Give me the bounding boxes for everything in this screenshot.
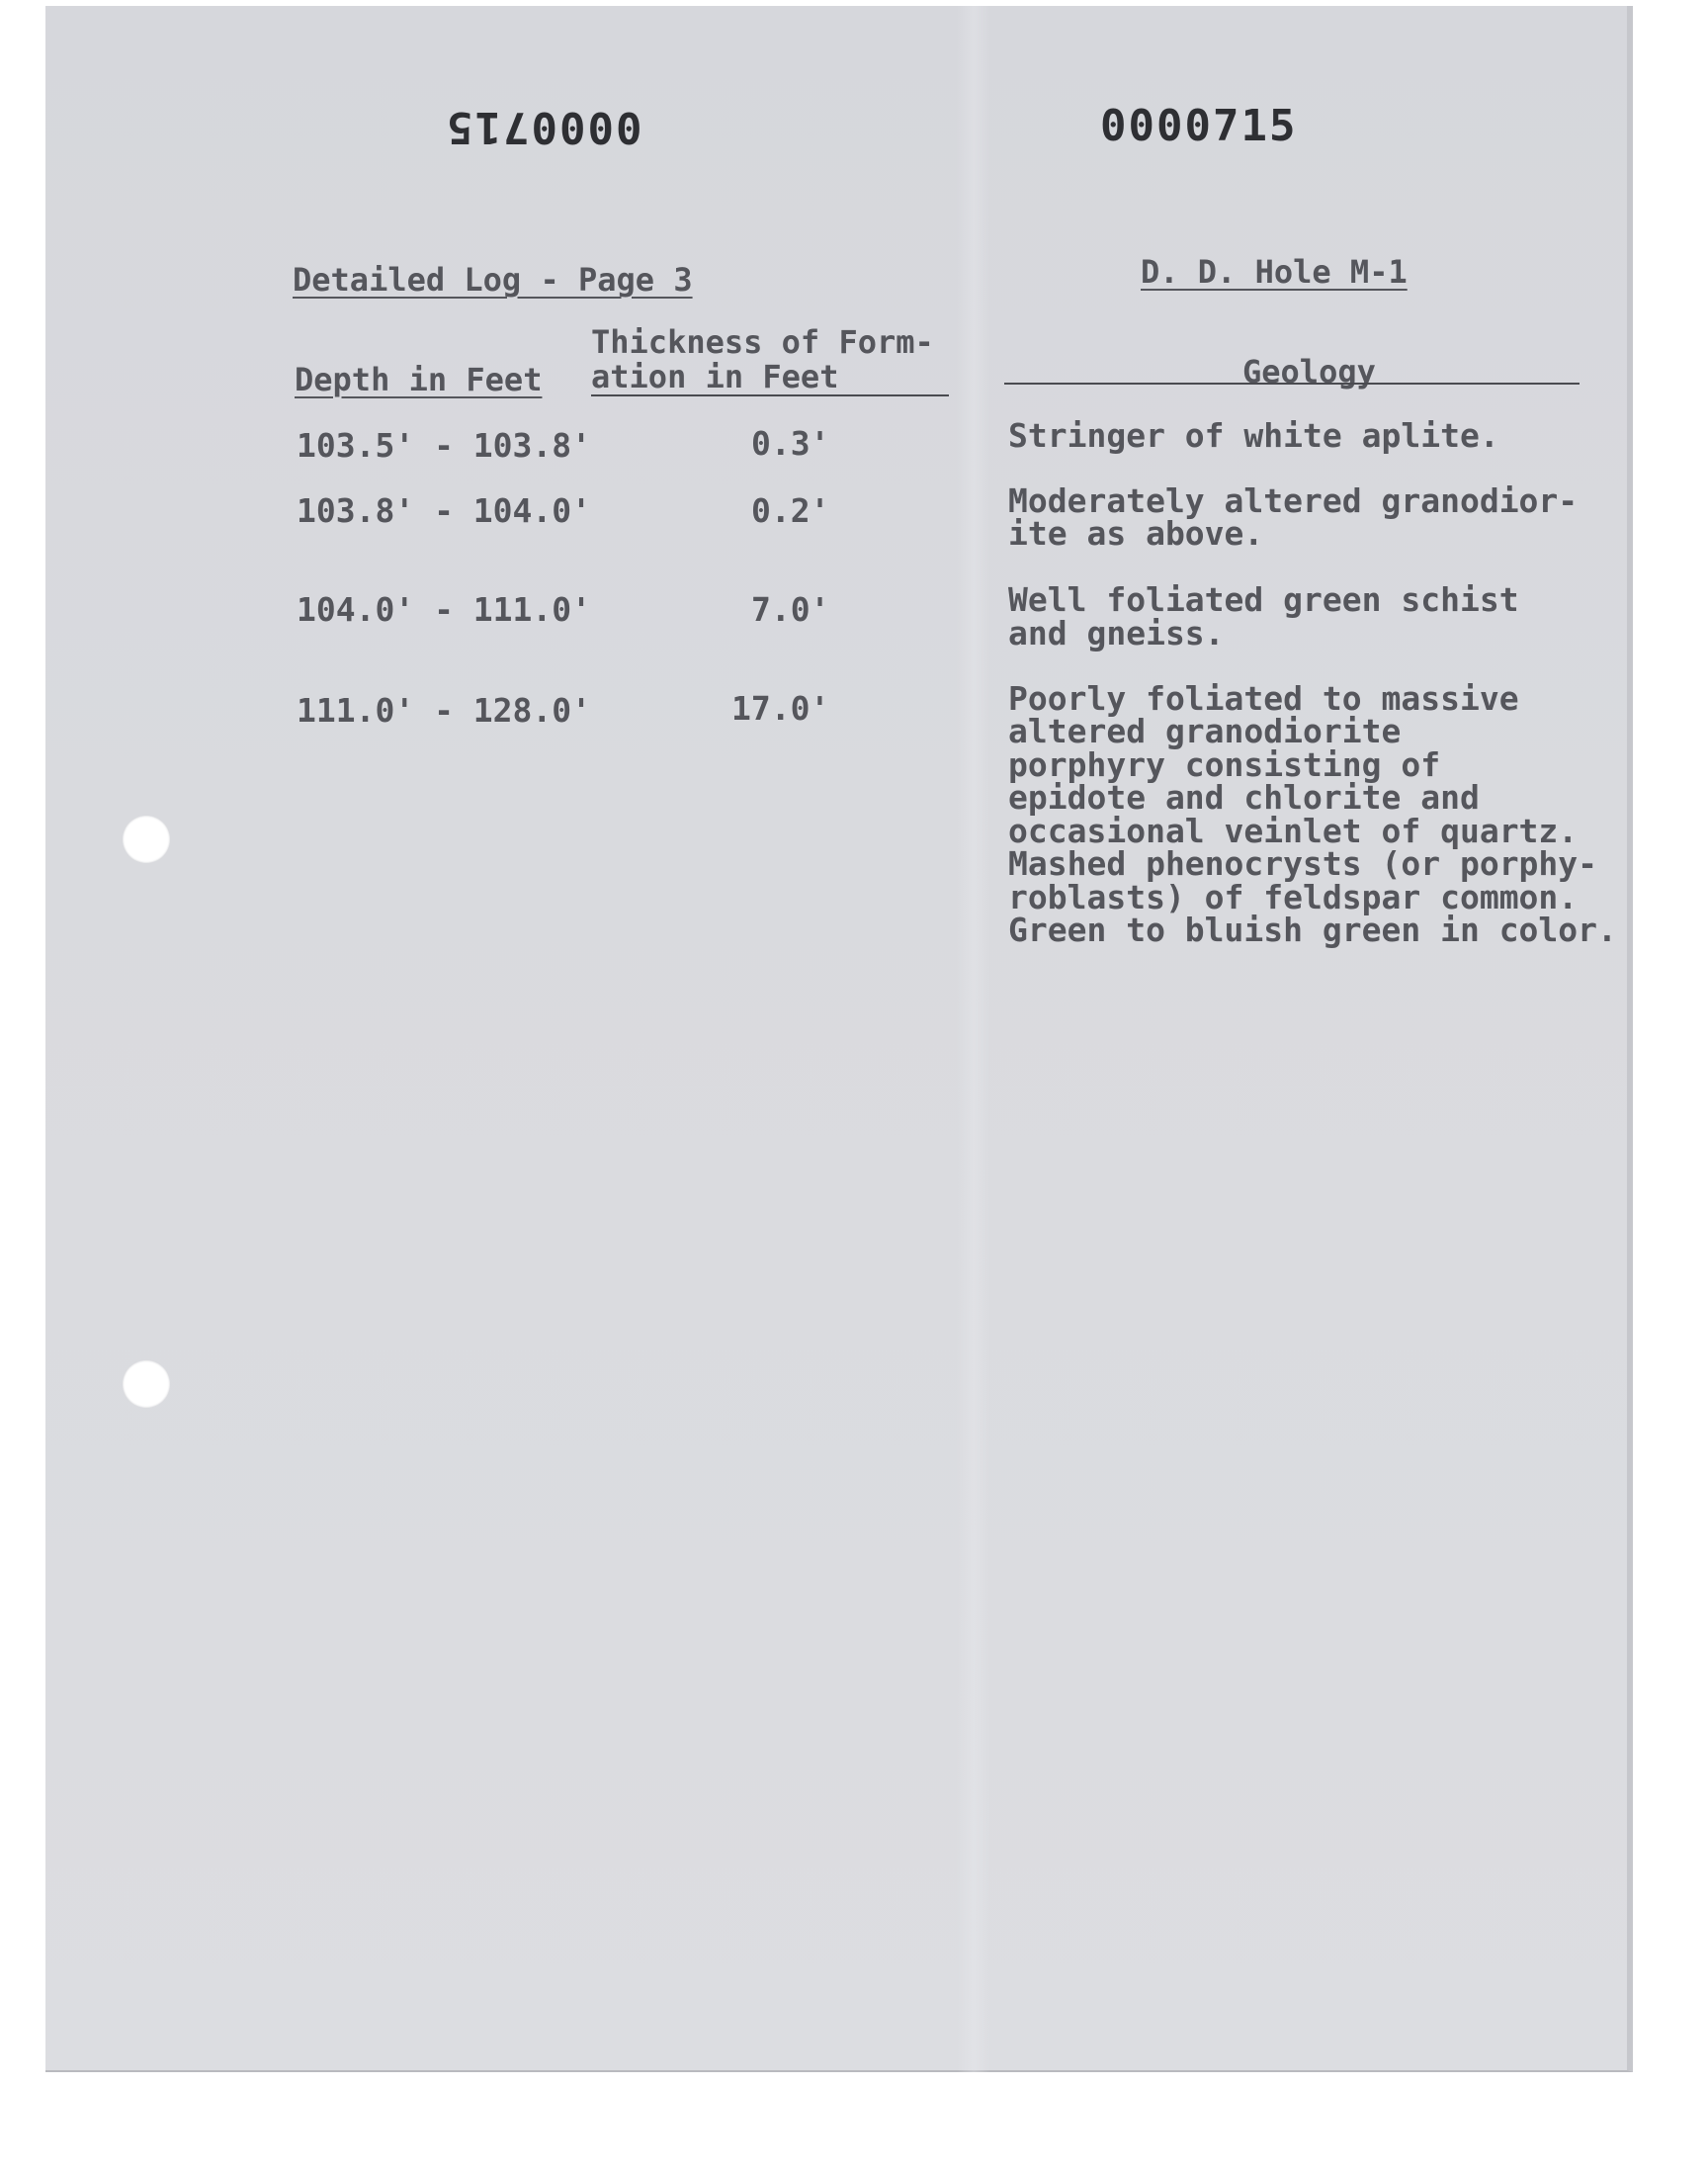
row-4-geology-line-2: altered granodiorite [1008, 712, 1402, 750]
punch-hole-top [123, 816, 170, 863]
row-4-geology-line-7: roblasts) of feldspar common. [1008, 878, 1579, 916]
row-4-depth: 111.0' - 128.0' [297, 691, 592, 730]
punch-hole-bottom [123, 1360, 170, 1408]
document-page [45, 6, 1633, 2072]
row-3-geology-line-2: and gneiss. [1008, 614, 1225, 652]
row-2-depth: 103.8' - 104.0' [297, 491, 592, 530]
page-fold [957, 6, 990, 2072]
geology-header-rule [1004, 383, 1580, 385]
row-2-geology-line-1: Moderately altered granodior- [1008, 481, 1579, 520]
row-3-depth: 104.0' - 111.0' [297, 590, 592, 629]
row-4-geology-line-6: Mashed phenocrysts (or porphy- [1008, 844, 1598, 883]
document-number-inverted: 0000715 [445, 102, 642, 152]
depth-column-header: Depth in Feet [295, 361, 543, 398]
row-3-geology-line-1: Well foliated green schist [1008, 580, 1519, 619]
row-4-geology-line-8: Green to bluish green in color. [1008, 911, 1617, 949]
geology-column-header: Geology [1242, 353, 1376, 391]
row-3-thickness: 7.0' [751, 590, 830, 629]
log-page-title: Detailed Log - Page 3 [293, 261, 693, 299]
thickness-column-header-line2: ation in Feet [591, 358, 839, 395]
thickness-column-header-line1: Thickness of Form- [591, 323, 934, 361]
row-4-geology-line-1: Poorly foliated to massive [1008, 679, 1519, 718]
row-4-thickness: 17.0' [731, 689, 830, 728]
row-4-geology-line-3: porphyry consisting of [1008, 745, 1441, 784]
thickness-header-rule [591, 394, 949, 396]
row-1-thickness: 0.3' [751, 424, 830, 463]
row-2-thickness: 0.2' [751, 491, 830, 530]
row-4-geology-line-5: occasional veinlet of quartz. [1008, 812, 1579, 850]
row-2-geology-line-2: ite as above. [1008, 514, 1264, 553]
row-1-depth: 103.5' - 103.8' [297, 426, 592, 465]
hole-title: D. D. Hole M-1 [1141, 253, 1408, 291]
row-1-geology-line-1: Stringer of white aplite. [1008, 416, 1499, 455]
row-4-geology-line-4: epidote and chlorite and [1008, 778, 1480, 817]
document-number: 0000715 [1100, 101, 1298, 151]
